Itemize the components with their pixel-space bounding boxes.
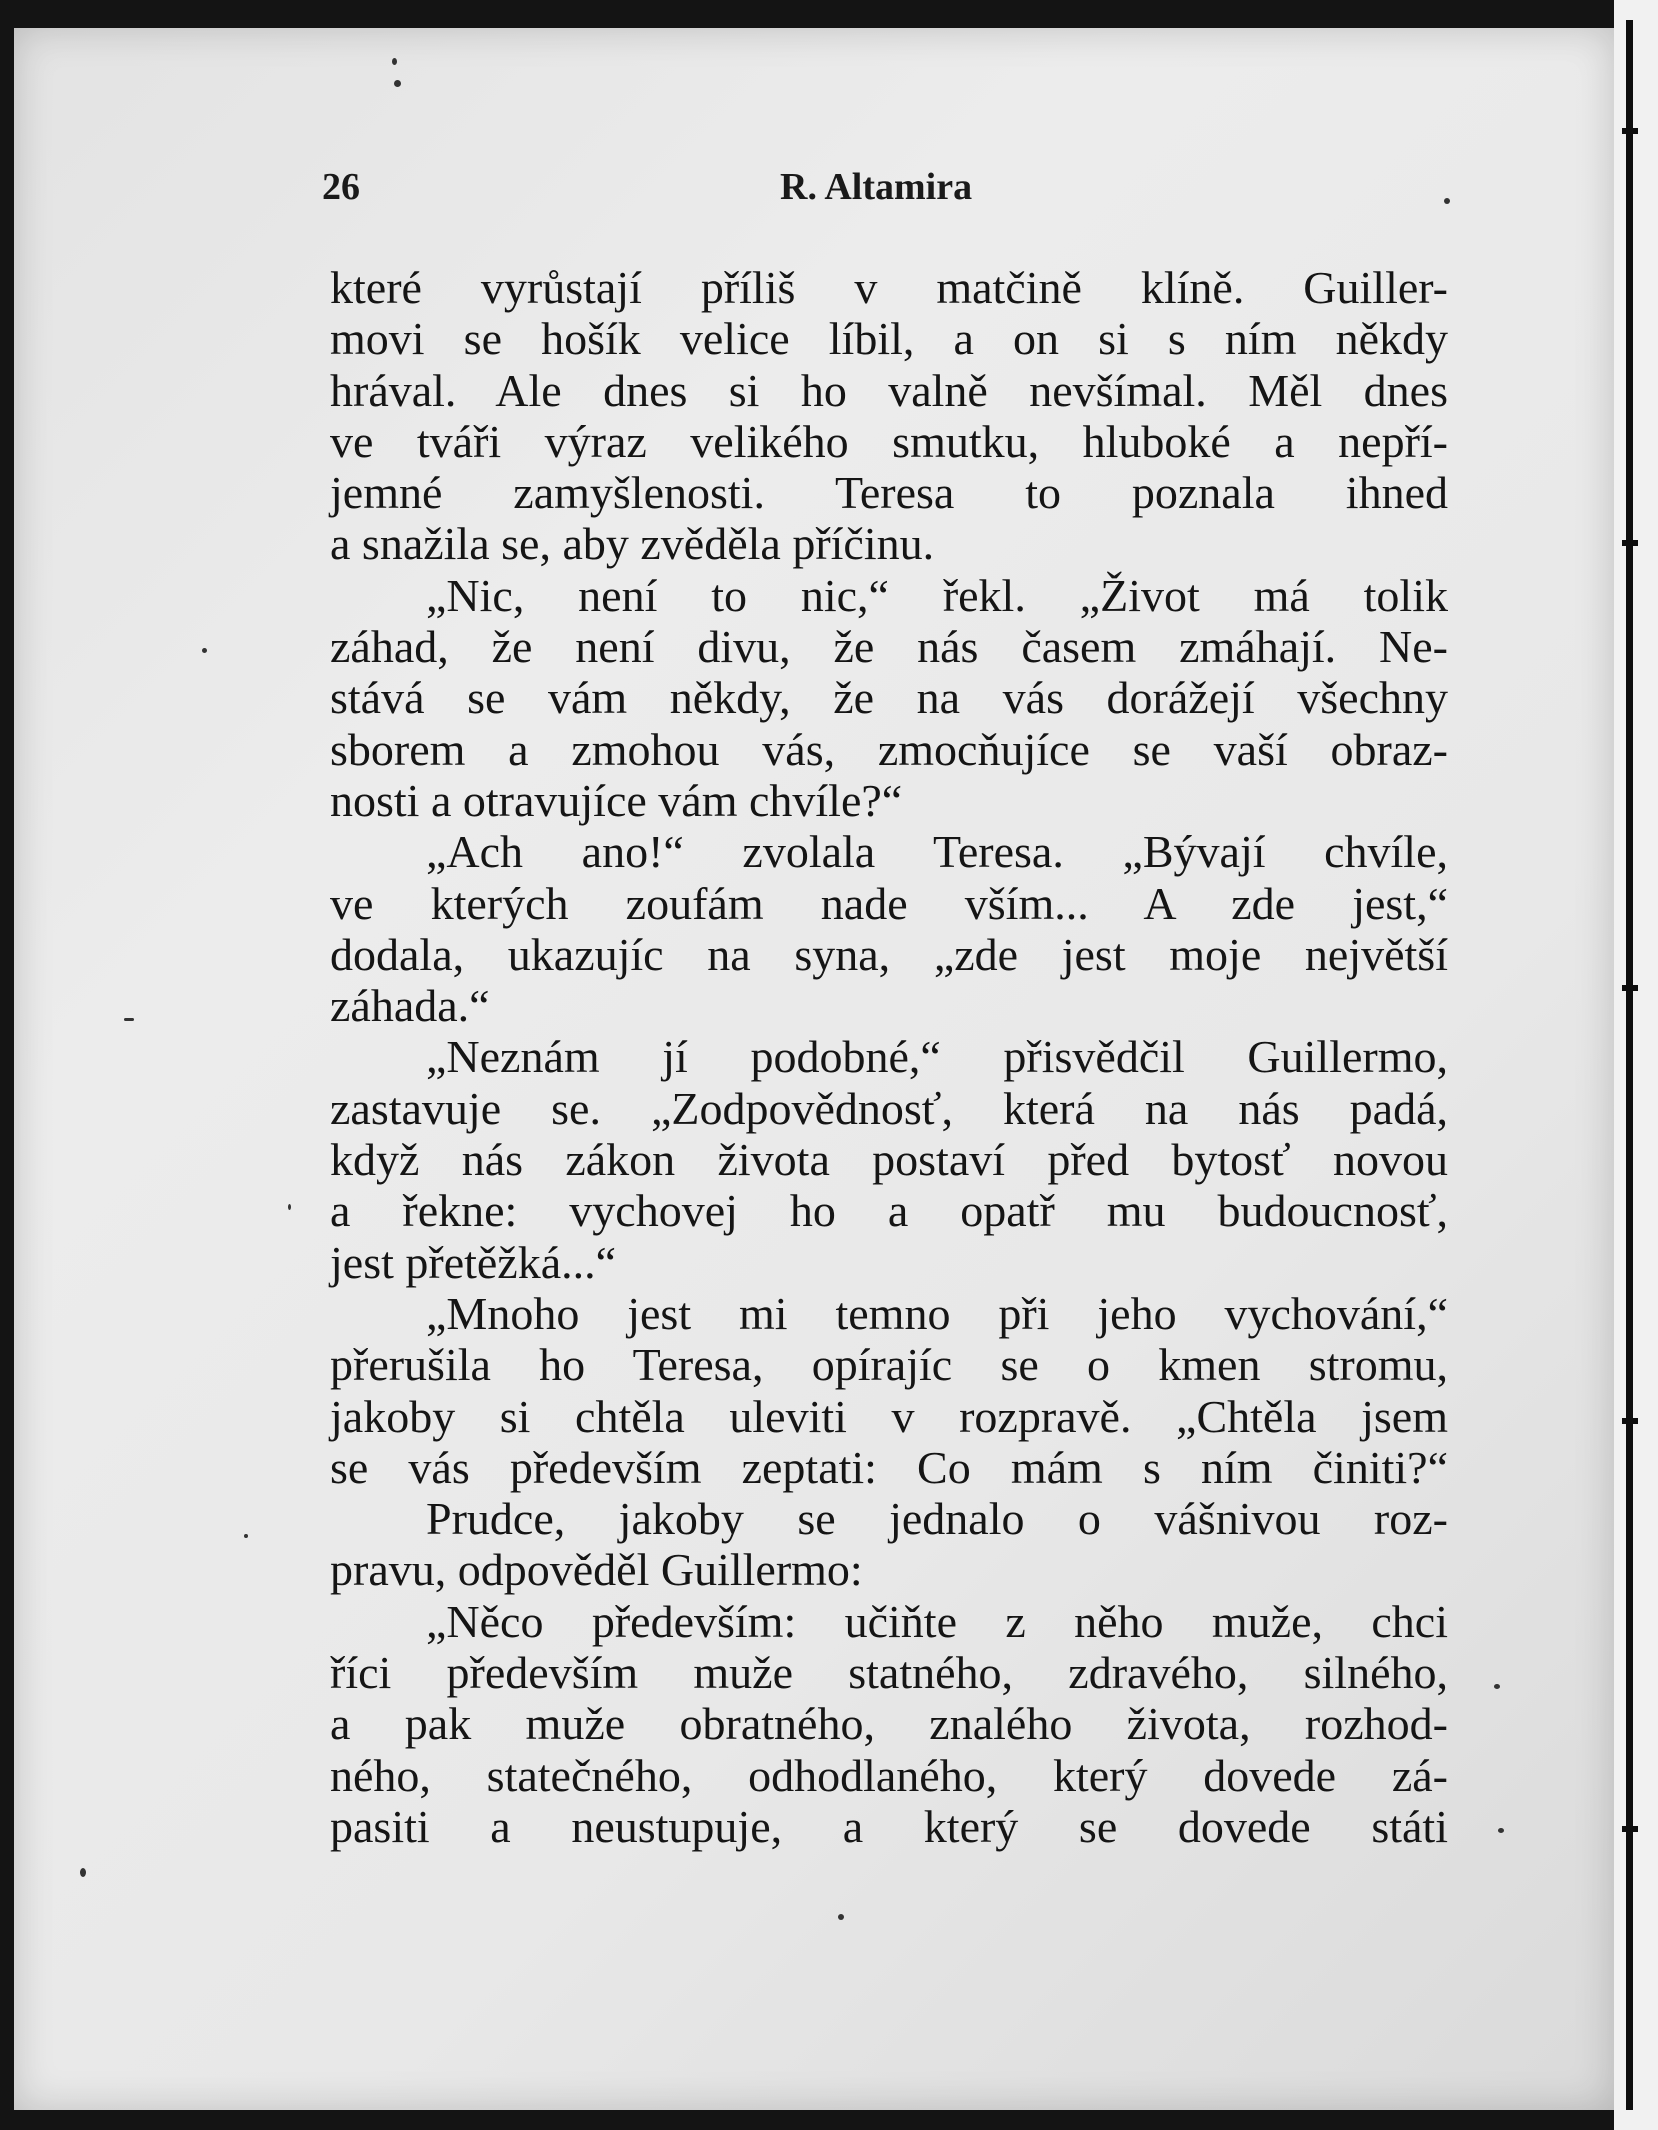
text-line: „Něco především: učiňte z něho muže, chci [426,1595,1448,1647]
text-line: nosti a otravujíce vám chvíle?“ [330,774,903,826]
text-line: jemné zamyšlenosti. Teresa to poznala ihned [330,467,1448,519]
text-line: pasiti a neustupuje, a který se dovede státi [330,1800,1448,1852]
dust-speck [244,1534,248,1538]
text-line: říci především muže statného, zdravého, silného, [330,1647,1448,1699]
text-line: záhada.“ [330,980,490,1032]
text-line: pravu, odpověděl Guillermo: [330,1544,863,1596]
text-line: které vyrůstají příliš v matčině klíně. Guiller- [330,262,1448,313]
dust-speck [80,1868,86,1877]
text-line: se vás především zeptati: Co mám s ním činiti?“ [330,1441,1448,1493]
text-line: přerušila ho Teresa, opírajíc se o kmen stromu, [330,1339,1448,1391]
text-line: ve tváři výraz velikého smutku, hluboké a nepří- [330,415,1448,467]
edge-mark [1622,1826,1638,1832]
text-line: stává se vám někdy, že na vás dorážejí všechny [330,672,1448,724]
edge-mark [1622,540,1638,546]
dust-speck [1498,1828,1504,1833]
dust-speck [392,58,397,65]
dust-speck [394,80,401,87]
text-line: a snažila se, aby zvěděla příčinu. [330,518,935,570]
running-head [300,165,1450,215]
text-line: movi se hošík velice líbil, a on si s ním někdy [330,313,1448,365]
text-line: dodala, ukazujíc na syna, „zde jest moje největší [330,928,1448,980]
text-line: Prudce, jakoby se jednalo o vášnivou roz- [426,1493,1448,1545]
edge-mark [1622,128,1638,134]
text-line: záhad, že není divu, že nás časem zmáhají. Ne- [330,621,1448,673]
text-line: ve kterých zoufám nade vším... A zde jest,“ [330,877,1448,929]
text-line: ného, statečného, odhodlaného, který dovede zá- [330,1749,1448,1801]
edge-mark [1622,1418,1638,1424]
text-line: „Mnoho jest mi temno při jeho vychování,“ [426,1287,1448,1339]
text-line: a řekne: vychovej ho a opatř mu budoucnosť, [330,1185,1448,1237]
dust-speck [1494,1684,1500,1689]
text-line: když nás zákon života postaví před bytosť novou [330,1134,1448,1186]
text-line: „Neznám jí podobné,“ přisvědčil Guillermo, [426,1031,1448,1083]
page-number: 26 [322,166,360,208]
dust-speck [288,1204,291,1210]
facing-page-edge [1614,0,1658,2130]
dust-speck [838,1914,844,1920]
text-line: zastavuje se. „Zodpovědnosť, která na nás padá, [330,1082,1448,1134]
dust-speck [202,648,207,653]
page-edge-line [1626,20,1633,2110]
body-text [330,262,1448,1852]
dust-speck [124,1018,134,1021]
text-line: „Ach ano!“ zvolala Teresa. „Bývají chvíle, [426,826,1448,878]
text-line: „Nic, není to nic,“ řekl. „Život má tolik [426,569,1448,621]
text-line: sborem a zmohou vás, zmocňujíce se vaší obraz- [330,723,1448,775]
text-line: jest přetěžká...“ [330,1236,617,1288]
text-line: jakoby si chtěla uleviti v rozpravě. „Chtěla jsem [330,1390,1448,1442]
text-line: a pak muže obratného, znalého života, rozhod- [330,1698,1448,1750]
edge-mark [1622,985,1638,991]
running-title: R. Altamira [780,166,973,208]
text-line: hrával. Ale dnes si ho valně nevšímal. Měl dnes [330,364,1448,416]
